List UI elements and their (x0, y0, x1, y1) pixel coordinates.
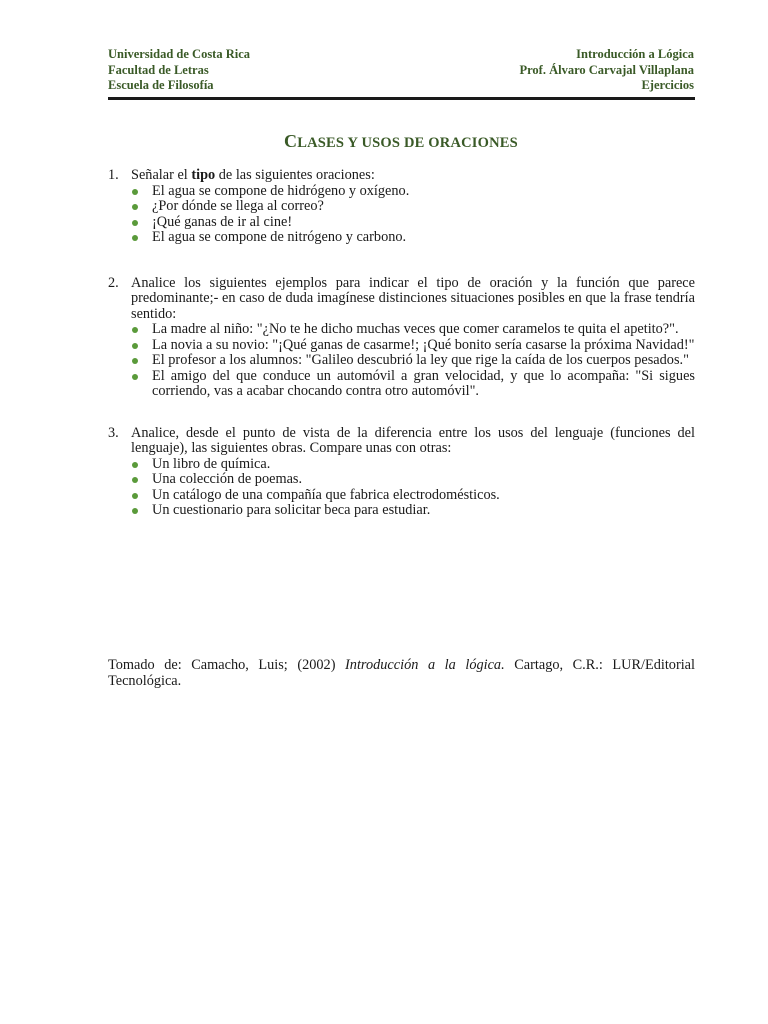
header-university: Universidad de Costa Rica (108, 47, 251, 61)
list-item (108, 457, 695, 473)
bullet-icon (132, 343, 138, 349)
list-item (108, 199, 695, 215)
list-item (108, 215, 695, 231)
header-divider (108, 97, 695, 100)
list-item-text: El agua se compone de nitrógeno y carbono. (152, 229, 407, 245)
bullet-icon (132, 204, 138, 210)
list-item (108, 322, 695, 338)
list-item (108, 230, 695, 246)
bullet-icon (132, 220, 138, 226)
header-institution (108, 47, 250, 94)
list-item (108, 338, 695, 354)
header-course-name: Introducción a Lógica (576, 47, 694, 61)
list-item-text: La novia a su novio: "¡Qué ganas de casarme!; ¡Qué bonito sería casarse la próxima Navidad!" (152, 336, 695, 353)
bullet-icon (132, 358, 138, 364)
question-3 (108, 426, 695, 457)
question-text-post: de las siguientes oraciones: (215, 167, 375, 183)
question-text: Analice los siguientes ejemplos para indicar el tipo de oración y la función que parece predominante;- en caso de duda imagínese distinciones situaciones posibles en que la frase tendría sentido: (131, 274, 695, 322)
list-item (108, 503, 695, 519)
question-1 (108, 168, 695, 184)
question-1-list (108, 184, 695, 246)
list-item-text: El amigo del que conduce un automóvil a gran velocidad, y que lo acompaña: "Si sigues corriendo, vas a acabar chocando contra otro automóvil". (152, 367, 695, 399)
list-item (108, 472, 695, 488)
list-item (108, 488, 695, 504)
question-text: Analice, desde el punto de vista de la diferencia entre los usos del lenguaje (funciones del lenguaje), las siguientes obras. Compare unas con otras: (131, 424, 695, 456)
bullet-icon (132, 508, 138, 514)
page-header (108, 47, 694, 94)
bullet-icon (132, 327, 138, 333)
header-course (519, 47, 694, 94)
citation-book-title: Introducción a la lógica. (345, 657, 505, 673)
list-item-text: Un libro de química. (152, 455, 271, 472)
question-3-list (108, 457, 695, 519)
page-title (0, 131, 768, 152)
list-item (108, 369, 695, 400)
list-item-text: El agua se compone de hidrógeno y oxígeno. (152, 182, 410, 199)
bullet-icon (132, 493, 138, 499)
header-school: Escuela de Filosofía (108, 78, 214, 92)
question-text-pre: Señalar el (131, 167, 192, 183)
list-item-text: El profesor a los alumnos: "Galileo descubrió la ley que rige la caída de los cuerpos pesados." (152, 352, 689, 368)
exercise-content (108, 168, 695, 519)
question-2-list (108, 322, 695, 400)
citation-pre: Tomado de: Camacho, Luis; (2002) (108, 657, 346, 673)
list-item-text: ¡Qué ganas de ir al cine! (152, 213, 293, 230)
question-number: 1. (108, 167, 119, 183)
header-professor: Prof. Álvaro Carvajal Villaplana (519, 62, 694, 77)
header-doc-type: Ejercicios (641, 78, 694, 92)
list-item (108, 184, 695, 200)
list-item-text: ¿Por dónde se llega al correo? (152, 198, 324, 214)
bullet-icon (132, 189, 138, 195)
list-item-text: Un cuestionario para solicitar beca para estudiar. (152, 502, 431, 518)
bullet-icon (132, 235, 138, 241)
bullet-icon (132, 462, 138, 468)
source-citation (108, 657, 695, 689)
question-2 (108, 276, 695, 323)
list-item-text: Una colección de poemas. (152, 471, 303, 487)
list-item (108, 353, 695, 369)
title-rest: LASES Y USOS DE ORACIONES (297, 135, 518, 151)
question-number: 2. (108, 274, 119, 291)
list-item-text: La madre al niño: "¿No te he dicho muchas veces que comer caramelos te quita el apetito?". (152, 321, 679, 337)
citation-post: Cartago, C.R.: LUR/Editorial Tecnológica. (108, 657, 696, 689)
bullet-icon (132, 374, 138, 380)
list-item-text: Un catálogo de una compañía que fabrica electrodomésticos. (152, 486, 500, 503)
question-number: 3. (108, 424, 119, 441)
header-faculty: Facultad de Letras (108, 62, 209, 77)
question-text-bold: tipo (191, 167, 216, 183)
bullet-icon (132, 477, 138, 483)
title-first-cap: C (284, 131, 298, 151)
